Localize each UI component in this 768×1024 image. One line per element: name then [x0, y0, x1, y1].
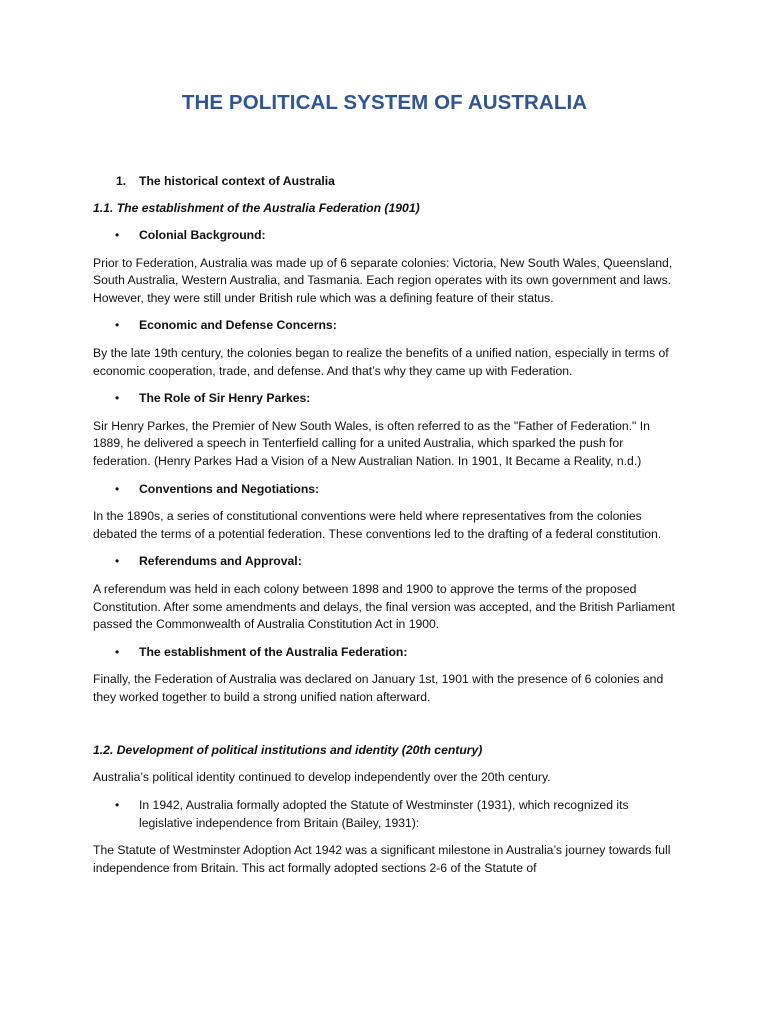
bullet-item	[93, 553, 676, 571]
section-heading-text: The historical context of Australia	[139, 174, 335, 188]
bullet-icon: •	[115, 228, 120, 242]
bullet-icon: •	[115, 644, 120, 659]
section-number: 1.	[116, 174, 127, 188]
bullet-icon: •	[115, 318, 120, 333]
bullet-heading: Conventions and Negotiations:	[139, 481, 320, 496]
section-heading-1	[93, 173, 676, 190]
paragraph: The Statute of Westminster Adoption Act 1942 was a significant milestone in Australia’s journey towards full independence from Britain. This act formally adopted sections 2-6 of the Statute of	[93, 843, 671, 875]
document-title: THE POLITICAL SYSTEM OF AUSTRALIA	[181, 91, 588, 114]
bullet-item	[93, 481, 676, 499]
subsection-heading-1-1: 1.1. The establishment of the Australia Federation (1901)	[93, 201, 420, 215]
bullet-icon: •	[115, 554, 120, 569]
bullet-heading: Economic and Defense Concerns:	[139, 318, 337, 333]
paragraph-intro: Australia’s political identity continued to develop independently over the 20th century.	[93, 770, 551, 785]
bullet-heading: Colonial Background:	[139, 228, 266, 242]
bullet-icon: •	[115, 481, 120, 496]
paragraph: Sir Henry Parkes, the Premier of New South Wales, is often referred to as the "Father of Federation." In 1889, he delivered a speech in Tenterfield calling for a united Australia, which sparked the push for federation. (Henry Parkes Had a Vision of a New Australian Nation. In 1901, It Became a Reality, n.d.)	[93, 418, 650, 468]
subsection-heading-1-2: 1.2. Development of political institutions and identity (20th century)	[93, 743, 483, 758]
paragraph: In the 1890s, a series of constitutional conventions were held where representatives from the colonies debated the terms of a potential federation. These conventions led to the drafting of a federal constitution.	[93, 509, 662, 541]
bullet-icon: •	[115, 798, 120, 813]
bullet-heading: Referendums and Approval:	[139, 554, 302, 569]
bullet-item	[93, 317, 676, 335]
paragraph: Prior to Federation, Australia was made up of 6 separate colonies: Victoria, New South Wales, Queensland, South Australia, Western Australia, and Tasmania. Each region operates with its own government and laws. However, they were still under British rule which was a defining feature of their status.	[93, 255, 673, 305]
bullet-item	[93, 390, 676, 408]
bullet-heading: The Role of Sir Henry Parkes:	[139, 391, 311, 406]
bullet-item	[93, 227, 676, 245]
paragraph: A referendum was held in each colony between 1898 and 1900 to approve the terms of the proposed Constitution. After some amendments and delays, the final version was accepted, and the British Parliament passed the Commonwealth of Australia Constitution Act in 1900.	[93, 581, 675, 632]
paragraph: Finally, the Federation of Australia was declared on January 1st, 1901 with the presence of 6 colonies and they worked together to build a strong unified nation afterward.	[93, 672, 664, 704]
bullet-item	[93, 644, 676, 662]
bullet-text: In 1942, Australia formally adopted the Statute of Westminster (1931), which recognized its legislative independence from Britain (Bailey, 1931):	[139, 798, 629, 830]
bullet-item	[93, 797, 676, 832]
paragraph: By the late 19th century, the colonies began to realize the benefits of a unified nation, especially in terms of economic cooperation, trade, and defense. And that’s why they came up with Federation.	[93, 345, 669, 378]
bullet-heading: The establishment of the Australia Federation:	[139, 644, 408, 659]
bullet-icon: •	[115, 391, 120, 406]
